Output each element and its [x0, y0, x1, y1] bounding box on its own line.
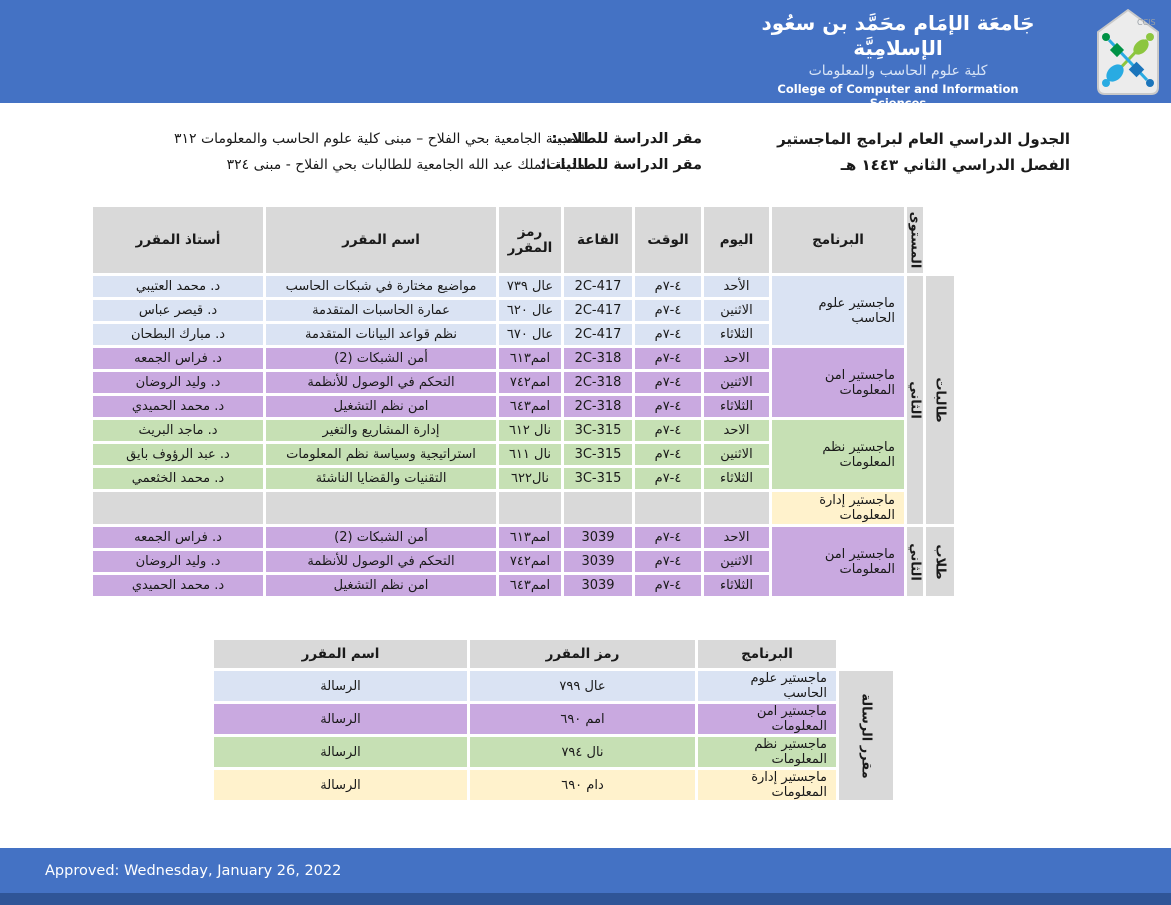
code-cell: عال ٧٩٩ [470, 671, 695, 701]
col-header-code: رمز المقرر [499, 207, 561, 273]
col-header-course: اسم المقرر [214, 640, 467, 668]
course-cell: الرسالة [214, 704, 467, 734]
course-cell: الرسالة [214, 737, 467, 767]
room-cell [564, 492, 632, 524]
page-title [777, 126, 1070, 178]
table-row [93, 348, 954, 369]
time-cell: ٤-٧م [635, 348, 701, 369]
level-cell: الثاني [907, 276, 923, 524]
code-cell: نال ٧٩٤ [470, 737, 695, 767]
code-cell: نال ٦١٢ [499, 420, 561, 441]
university-brand [753, 11, 1043, 110]
header-band [0, 0, 1171, 110]
instructor-cell: د. محمد العتيبي [93, 276, 263, 297]
table-row [214, 704, 893, 734]
time-cell: ٤-٧م [635, 276, 701, 297]
room-cell: 3039 [564, 551, 632, 572]
time-cell: ٤-٧م [635, 300, 701, 321]
room-cell: 3039 [564, 575, 632, 596]
instructor-cell: د. وليد الروضان [93, 551, 263, 572]
gender-column-spacer [926, 207, 954, 273]
col-header-program: البرنامج [698, 640, 836, 668]
day-cell: الاثنين [704, 551, 769, 572]
col-header-room: القاعة [564, 207, 632, 273]
course-cell: التحكم في الوصول للأنظمة [266, 551, 496, 572]
program-cell: ماجستير علوم الحاسب [772, 276, 904, 345]
day-cell: الثلاثاء [704, 468, 769, 489]
instructor-cell: د. ماجد البريث [93, 420, 263, 441]
time-cell: ٤-٧م [635, 396, 701, 417]
gender-cell-male: طلاب [926, 527, 954, 596]
program-cell: ماجستير نظم المعلومات [698, 737, 836, 767]
code-cell: دام ٦٩٠ [470, 770, 695, 800]
college-logo-icon [1095, 8, 1161, 97]
room-cell: 3C-315 [564, 468, 632, 489]
program-cell: ماجستير إدارة المعلومات [772, 492, 904, 524]
room-cell: 2C-318 [564, 372, 632, 393]
day-cell: الأحد [704, 276, 769, 297]
time-cell: ٤-٧م [635, 324, 701, 345]
gender-cell-female: طالبات [926, 276, 954, 524]
col-header-level: المستوى [907, 207, 923, 273]
day-cell: الثلاثاء [704, 575, 769, 596]
time-cell: ٤-٧م [635, 372, 701, 393]
program-cell: ماجستير امن المعلومات [772, 527, 904, 596]
day-cell [704, 492, 769, 524]
title-line-2: الفصل الدراسي الثاني ١٤٤٣ هـ [840, 156, 1070, 174]
col-header-instructor: أستاذ المقرر [93, 207, 263, 273]
course-cell: الرسالة [214, 671, 467, 701]
instructor-cell: د. وليد الروضان [93, 372, 263, 393]
room-cell: 2C-417 [564, 300, 632, 321]
male-location-value: المدينة الجامعية بحي الفلاح – مبنى كلية علوم الحاسب والمعلومات ٣١٢ [173, 131, 585, 147]
code-cell: عال ٧٣٩ [499, 276, 561, 297]
program-cell: ماجستير امن المعلومات [772, 348, 904, 417]
table-row [214, 671, 893, 701]
instructor-cell: د. محمد الخثعمي [93, 468, 263, 489]
schedule-header-row [93, 207, 954, 273]
course-cell: مواضيع مختارة في شبكات الحاسب [266, 276, 496, 297]
level-cell: الثاني [907, 527, 923, 596]
course-cell: نظم قواعد البيانات المتقدمة [266, 324, 496, 345]
instructor-cell [93, 492, 263, 524]
course-cell: عمارة الحاسبات المتقدمة [266, 300, 496, 321]
room-cell: 3C-315 [564, 420, 632, 441]
room-cell: 2C-318 [564, 396, 632, 417]
code-cell: امم ٦٩٠ [470, 704, 695, 734]
code-cell: عال ٦٢٠ [499, 300, 561, 321]
col-header-code: رمز المقرر [470, 640, 695, 668]
time-cell [635, 492, 701, 524]
table-row [93, 276, 954, 297]
code-cell: امم٧٤٢ [499, 372, 561, 393]
program-cell: ماجستير إدارة المعلومات [698, 770, 836, 800]
day-cell: الاثنين [704, 444, 769, 465]
course-cell: امن نظم التشغيل [266, 396, 496, 417]
table-row [93, 420, 954, 441]
time-cell: ٤-٧م [635, 444, 701, 465]
program-cell: ماجستير علوم الحاسب [698, 671, 836, 701]
course-cell: امن نظم التشغيل [266, 575, 496, 596]
code-cell: نال٦٢٢ [499, 468, 561, 489]
university-name-arabic: جَامعَة الإمَام محَمَّد بن سعُود الإسلامِيَّة [761, 11, 1035, 60]
course-cell: التحكم في الوصول للأنظمة [266, 372, 496, 393]
room-cell: 2C-318 [564, 348, 632, 369]
col-header-course: اسم المقرر [266, 207, 496, 273]
code-cell: امم٦٤٣ [499, 575, 561, 596]
college-name-english: College of Computer and Information Sciences [777, 82, 1019, 110]
course-cell [266, 492, 496, 524]
time-cell: ٤-٧م [635, 527, 701, 548]
time-cell: ٤-٧م [635, 420, 701, 441]
time-cell: ٤-٧م [635, 575, 701, 596]
code-cell: عال ٦٧٠ [499, 324, 561, 345]
day-cell: الثلاثاء [704, 324, 769, 345]
instructor-cell: د. قيصر عباس [93, 300, 263, 321]
col-header-day: اليوم [704, 207, 769, 273]
day-cell: الاحد [704, 348, 769, 369]
room-cell: 2C-417 [564, 324, 632, 345]
course-cell: الرسالة [214, 770, 467, 800]
room-cell: 3039 [564, 527, 632, 548]
location-values [174, 126, 585, 178]
course-cell: إدارة المشاريع والتغير [266, 420, 496, 441]
code-cell: امم٦١٣ [499, 348, 561, 369]
col-header-program: البرنامج [772, 207, 904, 273]
room-cell: 2C-417 [564, 276, 632, 297]
course-cell: أمن الشبكات (2) [266, 527, 496, 548]
room-cell: 3C-315 [564, 444, 632, 465]
instructor-cell: د. فراس الجمعه [93, 348, 263, 369]
thesis-side-label: مقرر الرسالة [839, 671, 893, 800]
code-cell [499, 492, 561, 524]
schedule-table [90, 204, 957, 599]
time-cell: ٤-٧م [635, 468, 701, 489]
course-cell: استراتيجية وسياسة نظم المعلومات [266, 444, 496, 465]
footer-dark-strip [0, 893, 1171, 905]
female-location-label: مقر الدراسة للطالبات: [540, 157, 702, 173]
day-cell: الاثنين [704, 300, 769, 321]
table-row [93, 527, 954, 548]
time-cell: ٤-٧م [635, 551, 701, 572]
female-location-value: مدينة الملك عبد الله الجامعية للطالبات بحي الفلاح - مبنى ٣٢٤ [226, 157, 585, 173]
code-cell: امم٧٤٢ [499, 551, 561, 572]
footer-band [0, 848, 1171, 893]
course-cell: أمن الشبكات (2) [266, 348, 496, 369]
instructor-cell: د. فراس الجمعه [93, 527, 263, 548]
thesis-header-row [214, 640, 893, 668]
day-cell: الاحد [704, 527, 769, 548]
table-row [214, 770, 893, 800]
table-row [93, 492, 954, 524]
code-cell: نال ٦١١ [499, 444, 561, 465]
course-cell: التقنيات والقضايا الناشئة [266, 468, 496, 489]
logo-acronym-text: CCIS [1137, 18, 1156, 27]
approved-date-text: Approved: Wednesday, January 26, 2022 [45, 862, 342, 879]
col-header-time: الوقت [635, 207, 701, 273]
thesis-table [211, 637, 896, 803]
day-cell: الاحد [704, 420, 769, 441]
instructor-cell: د. محمد الحميدي [93, 575, 263, 596]
program-cell: ماجستير امن المعلومات [698, 704, 836, 734]
code-cell: امم٦١٣ [499, 527, 561, 548]
instructor-cell: د. محمد الحميدي [93, 396, 263, 417]
instructor-cell: د. مبارك البطحان [93, 324, 263, 345]
instructor-cell: د. عبد الرؤوف بايق [93, 444, 263, 465]
table-row [214, 737, 893, 767]
program-cell: ماجستير نظم المعلومات [772, 420, 904, 489]
day-cell: الثلاثاء [704, 396, 769, 417]
title-line-1: الجدول الدراسي العام لبرامج الماجستير [777, 130, 1070, 148]
college-name-arabic: كلية علوم الحاسب والمعلومات [808, 63, 988, 79]
thesis-side-spacer [839, 640, 893, 668]
male-location-label: مقر الدراسة للطلاب: [551, 131, 702, 147]
day-cell: الاثنين [704, 372, 769, 393]
code-cell: امم٦٤٣ [499, 396, 561, 417]
